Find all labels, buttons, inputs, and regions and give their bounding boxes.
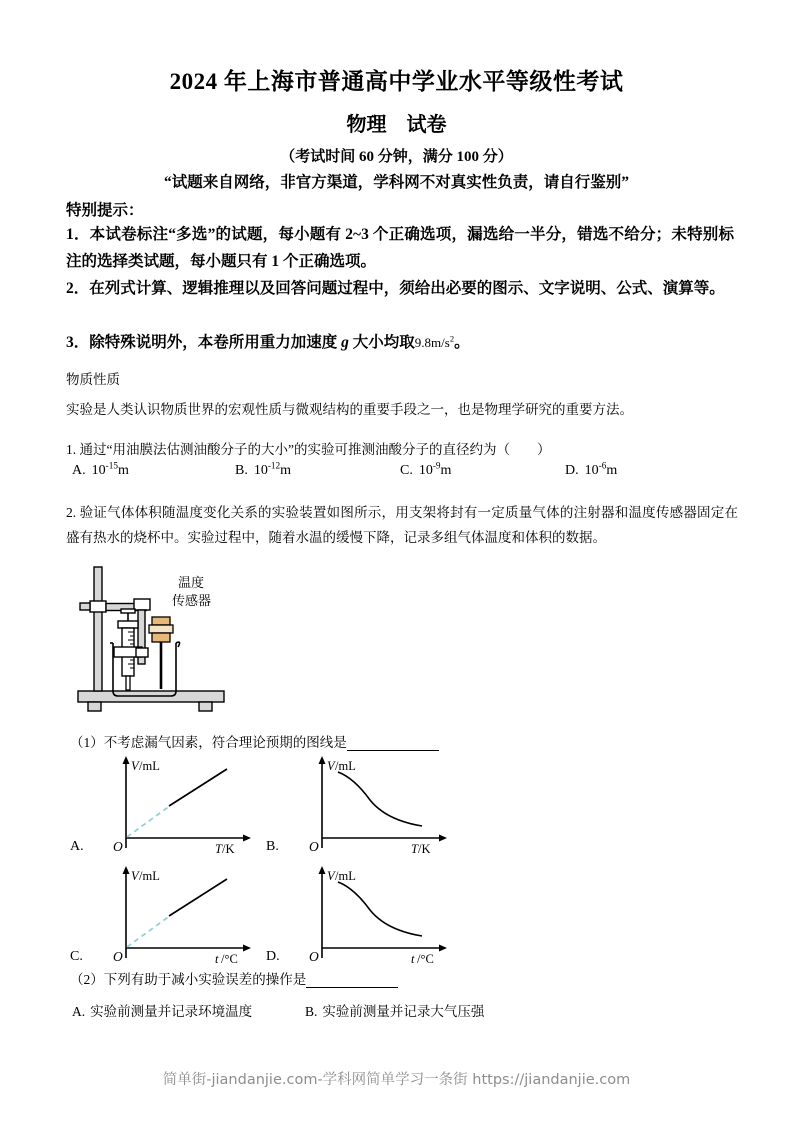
- graph-c-x-label-unit: /°C: [221, 952, 238, 966]
- option-unit: m: [606, 463, 618, 478]
- disclaimer-note: “试题来自网络，非官方渠道，学科网不对真实性负责，请自行鉴别”: [163, 174, 629, 191]
- question-1-options: [66, 460, 736, 487]
- graph-b-y-label-unit: /mL: [335, 759, 356, 773]
- syringe-nozzle: [126, 676, 130, 690]
- apparatus-svg: [66, 565, 296, 725]
- question-2-sub-1-stem: [70, 731, 439, 751]
- graph-a-data-line: [169, 769, 227, 806]
- graph-c-svg: [94, 862, 279, 967]
- graph-c-origin-label: O: [113, 949, 123, 964]
- stand-vertical-rod: [94, 567, 102, 691]
- graph-c-y-label-unit: /mL: [139, 869, 160, 883]
- graph-a-x-arrow: [243, 835, 251, 842]
- graph-option-d[interactable]: [266, 862, 556, 967]
- answer-blank[interactable]: [306, 973, 398, 988]
- option-exponent: -6: [598, 460, 607, 471]
- graph-b-data-curve: [338, 772, 422, 826]
- question-2-sub-2-options: [66, 1000, 736, 1022]
- sensor-label-line-1: 温度: [178, 576, 205, 591]
- option-letter: A.: [72, 463, 86, 478]
- graph-d-x-arrow: [439, 945, 447, 952]
- notice-item-3-suffix: 。: [454, 334, 470, 351]
- gravity-value-exponent: 2: [449, 333, 455, 344]
- option-base: 10: [253, 463, 268, 478]
- sub-2-stem-text: （2）下列有助于减小实验误差的操作是: [70, 972, 307, 987]
- graph-option-c-letter: C.: [70, 949, 83, 964]
- option-text: 实验前测量并记录环境温度: [90, 1004, 253, 1019]
- option-exponent: -12: [267, 460, 281, 471]
- option-base: 10: [91, 463, 106, 478]
- question-1-option-d[interactable]: [565, 460, 618, 479]
- graph-a-origin-label: O: [113, 839, 123, 854]
- graph-c-y-arrow: [123, 866, 130, 874]
- clamp-knob-left: [80, 603, 90, 610]
- clamp-node-upper: [90, 601, 106, 612]
- page-title: 2024 年上海市普通高中学业水平等级性考试: [169, 69, 624, 94]
- footer-watermark: 简单街-jiandanjie.com-学科网简单学习一条街 https://jiandanjie.com: [162, 1072, 631, 1088]
- question-1-option-a[interactable]: [72, 460, 129, 479]
- graph-d-x-label-unit: /°C: [417, 952, 434, 966]
- syringe-flange: [118, 621, 138, 628]
- question-1-option-b[interactable]: [235, 460, 292, 479]
- notice-item-3-mid: 大小均取: [348, 334, 415, 351]
- graph-a-svg: [94, 752, 279, 857]
- temperature-sensor-top: [152, 617, 170, 625]
- clamp-node-arm-end: [134, 599, 150, 610]
- notice-item-3-prefix: 3．除特殊说明外，本卷所用重力加速度: [66, 334, 342, 351]
- section-intro: 实验是人类认识物质世界的宏观性质与微观结构的重要手段之一，也是物理学研究的重要方法。: [66, 402, 633, 417]
- notice-item-3: [66, 329, 734, 356]
- option-letter: D.: [565, 463, 579, 478]
- graph-c-dashed-extension: [127, 915, 171, 947]
- graph-option-b-letter: B.: [266, 839, 279, 854]
- graph-b-x-arrow: [439, 835, 447, 842]
- sub-1-stem-text: （1）不考虑漏气因素，符合理论预期的图线是: [70, 735, 347, 750]
- subject-title: 物理 试卷: [346, 114, 447, 136]
- graph-b-y-arrow: [319, 756, 326, 764]
- graph-a-x-label-var: T: [215, 842, 222, 856]
- option-unit: m: [440, 463, 452, 478]
- graph-c-x-label-var: t: [215, 952, 219, 966]
- graph-option-a-letter: A.: [70, 839, 84, 854]
- graph-c-data-line: [169, 879, 227, 916]
- syringe-clamp-node: [136, 648, 148, 657]
- graph-c-x-arrow: [243, 945, 251, 952]
- stand-foot-left: [88, 702, 101, 711]
- notice-item-1: 1．本试卷标注“多选”的试题，每小题有 2~3 个正确选项，漏选给一半分，错选不给分；未特别标注的选择类试题，每小题只有 1 个正确选项。: [66, 226, 734, 270]
- question-2-sub-2-stem: [70, 968, 398, 988]
- graph-d-y-label-unit: /mL: [335, 869, 356, 883]
- graph-option-b[interactable]: [266, 752, 556, 857]
- temperature-sensor-body: [152, 633, 170, 642]
- graph-d-y-arrow: [319, 866, 326, 874]
- notice-heading: 特别提示：: [66, 202, 144, 219]
- option-text: 实验前测量并记录大气压强: [322, 1004, 485, 1019]
- graph-d-origin-label: O: [309, 949, 319, 964]
- graph-d-data-curve: [338, 882, 422, 936]
- stand-foot-right: [199, 702, 212, 711]
- option-letter: B.: [305, 1004, 318, 1019]
- graph-b-origin-label: O: [309, 839, 319, 854]
- question-2-stem: 2. 验证气体体积随温度变化关系的实验装置如图所示，用支架将封有一定质量气体的注射器和温度传感器固定在盛有热水的烧杯中。实验过程中，随着水温的缓慢下降，记录多组气体温度和体积的数据。: [66, 505, 738, 545]
- graph-c-y-label-var: V: [131, 869, 139, 883]
- graph-a-x-label-unit: /K: [222, 842, 235, 856]
- graph-a-y-label-unit: /mL: [139, 759, 160, 773]
- sensor-label-line-2: 传感器: [172, 594, 212, 609]
- exam-info: （考试时间 60 分钟，满分 100 分）: [280, 149, 513, 165]
- gravity-value: [415, 335, 454, 350]
- graph-d-y-label-var: V: [327, 869, 335, 883]
- graph-a-y-arrow: [123, 756, 130, 764]
- option-unit: m: [117, 463, 129, 478]
- question-1-option-c[interactable]: [400, 460, 452, 479]
- gravity-value-base: 9.8m/s: [414, 335, 450, 350]
- option-letter: A.: [72, 1004, 86, 1019]
- graph-a-dashed-extension: [127, 805, 171, 837]
- option-letter: B.: [235, 463, 248, 478]
- gravity-symbol: g: [341, 334, 349, 351]
- graph-option-d-letter: D.: [266, 949, 280, 964]
- apparatus-figure: [66, 565, 296, 725]
- answer-blank[interactable]: [347, 736, 439, 751]
- graph-b-svg: [290, 752, 475, 857]
- option-unit: m: [280, 463, 292, 478]
- option-base: 10: [418, 463, 433, 478]
- option-exponent: -9: [432, 460, 441, 471]
- section-label: 物质性质: [66, 372, 120, 387]
- question-1-stem: 1. 通过“用油膜法估测油酸分子的大小”的实验可推测油酸分子的直径约为（ ）: [66, 442, 551, 457]
- graph-d-svg: [290, 862, 475, 967]
- graph-b-y-label-var: V: [327, 759, 335, 773]
- sub-2-option-b[interactable]: [305, 1000, 484, 1020]
- graph-a-y-label-var: V: [131, 759, 139, 773]
- option-base: 10: [584, 463, 599, 478]
- graph-b-x-label-unit: /K: [418, 842, 431, 856]
- sub-2-option-a[interactable]: [72, 1000, 252, 1020]
- option-letter: C.: [400, 463, 413, 478]
- syringe-plunger-top: [121, 609, 135, 613]
- graph-d-x-label-var: t: [411, 952, 415, 966]
- graph-options-grid: [66, 752, 736, 967]
- temperature-sensor-band: [149, 625, 173, 633]
- graph-b-x-label-var: T: [411, 842, 418, 856]
- notice-item-2: 2．在列式计算、逻辑推理以及回答问题过程中，须给出必要的图示、文字说明、公式、演算等。: [66, 280, 725, 297]
- option-exponent: -15: [105, 460, 118, 471]
